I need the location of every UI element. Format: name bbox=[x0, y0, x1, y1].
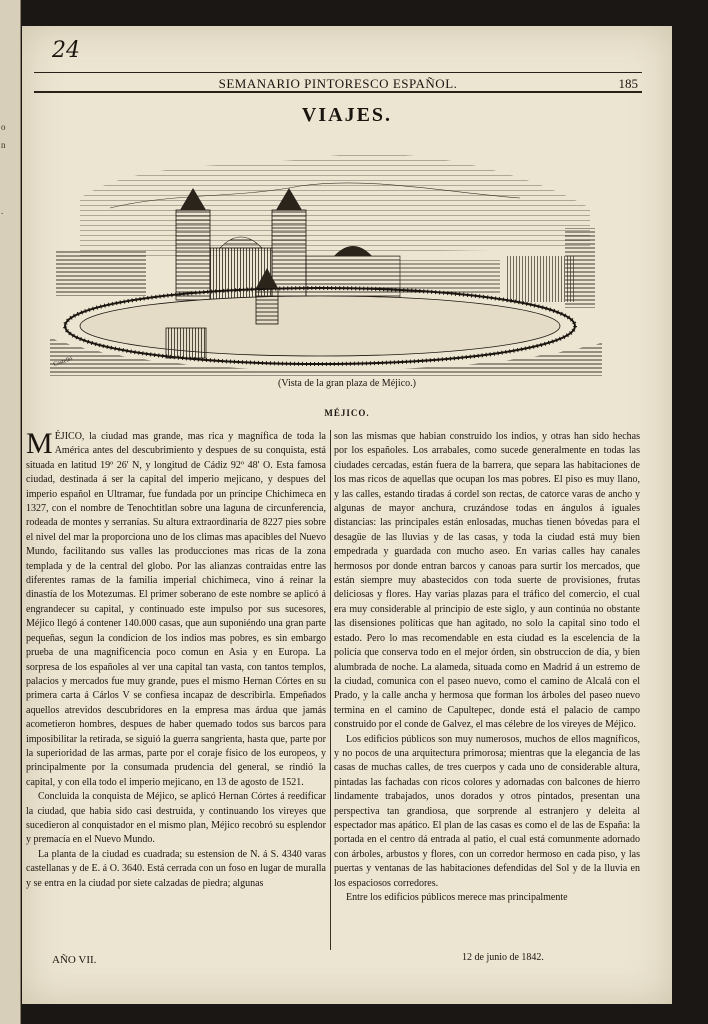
left-column bbox=[26, 427, 326, 891]
section-title: VIAJES. bbox=[301, 104, 393, 126]
column-divider bbox=[330, 430, 331, 950]
plaza-engraving bbox=[50, 138, 602, 376]
right-column bbox=[334, 430, 640, 905]
article-paragraph: Concluida la conquista de Méjico, se aplicó Hernan Córtes á reedificar la ciudad, que habia sido casi destruida, y continuando los vireyes que sucedieron al conquistador en el mismo plan, Méjico recobró su esplendor y premacía en el Nuevo Mundo. bbox=[26, 791, 326, 846]
running-header bbox=[34, 72, 642, 93]
article-paragraph: MÉJICO, la ciudad mas grande, mas rica y magnífica de toda la América antes del descubrimiento y despues de su conquista, está situada en latitud 19º 26' N, y longitud de Cádiz 92º 48' O. Esta famosa ciudad, destinada á ser la capital del imperio mejicano, y despues del imperio español en Ultramar, fue fundada por un príncipe Chichimeca en 1327, con el nombre de Tenochtitlan sobre una laguna de circunferencia, rodeada de montes y serranías. Su altura extraordinaria de 8227 pies sobre el nivel del mar la proporciona uno de los climas mas apacibles del Nuevo Mundo, facilitando sus valles las producciones mas ricas de la zona templada y de la central del globo. Por las alianzas contraidas entre las diferentes ramas de la familia imperial chichimeca, vino á reinar la dinastía de los Motezumas. El primer soberano de este nombre se aplicó á engrandecer su capital, y continuado este impulso por sus sucesores, Méjico llegó á contener 140.000 casas, que aun suponiéndo una gran parte pequeñas, segun la condicion de los indios mas pobres, es sin embargo prueba de una magnificencia poco comun en Asia y en Europa. La sorpresa de los españoles al ver una capital tan vasta, con tantos templos, palacios y mercados fue muy grande, pues el mismo Hernan Córtes en su primera carta á Cárlos V se confiesa incapaz de describirla. Empeñados aquellos atrevidos descubridores en la empresa mas árdua que jamás acometieron hombres, despues de haber quemado todos sus barcos para imposibilitar la retirada, se siguió la guerra sangrienta, hasta que, parte por la superioridad de las armas, parte por el coraje físico de los europeos, y principalmente por la consumada prudencia del general, se rindió la capital, y con ella todo el imperio mejicano, en 13 de agosto de 1521. bbox=[26, 427, 326, 788]
issue-date: 12 de junio de 1842. bbox=[462, 952, 544, 963]
volume-year: AÑO VII. bbox=[52, 954, 97, 966]
figure-caption: (Vista de la gran plaza de Méjico.) bbox=[278, 378, 416, 389]
running-title: SEMANARIO PINTORESCO ESPAÑOL. bbox=[218, 76, 458, 91]
sky bbox=[80, 154, 590, 258]
engraver-signature: Castelló bbox=[52, 356, 74, 368]
article-paragraph: Los edificios públicos son muy numerosos, muchos de ellos magníficos, y no pocos de una arquitectura primorosa; mientras que la elegancia de las casas de muchas calles, de tres cuerpos y cada uno de considerable altura, pintadas las fachadas con ricos colores y adornadas con balcones de hierro lindamente trabajados, unos dorados y otros pintados, presentan una perspectiva tan grandiosa, que sorprende al estranjero y deleita al espectador mas apático. El plan de las casas es como el de las de España: la portada en el centro dá entrada al patio, el cual está comunmente adornado con árboles, arbustos y flores, con un corredor hermoso en cada piso, y las puertas y ventanas de las habitaciones defendidas del Sol y de la lluvia en los espaciosos corredores. bbox=[334, 733, 640, 889]
foreground-gate bbox=[166, 328, 206, 358]
previous-page-edge bbox=[0, 0, 21, 1024]
article-paragraph: Entre los edificios públicos merece mas principalmente bbox=[346, 892, 568, 903]
article-paragraph: son las mismas que habian construido los indios, y otras han sido hechas por los españoles. Los arrabales, como sucede generalmente en todas las ciudades cercadas, están fuera de la barrera, que separa las habitaciones de los mas ricos de aquellas que ocupan los mas pobres. El piso es muy llano, y las calles, estando tiradas á cordel son rectas, de catorce varas de ancho y algunas de mayor anchura, cruzándose todas en ángulos á iguales distancias: las principales están enlosadas, muchas tienen bóvedas para el desagüe de las lluvias y de las casas, y toda la ciudad está muy bien empedrada y guardada con mucho aseo. En varias calles hay canales hermosos por donde entran barcos y canoas para surtir los mercados, que están siempre muy abastecidos con toda suerte de provisiones, frutas deliciosas y flores. Hay varias plazas para el tráfico del comercio, el cual era muy considerable al principio de este siglo, y aun continúa no obstante las disensiones políticas que han agitado, no solo la capital sino todo el estado. Pero lo mas recomendable en esta ciudad es la escelencia de la policía que conserva todo en el mejor órden, sin obstruccion de dia, y bien alumbrada de noche. La alameda, situada como en Madrid á un estremo de la ciudad, comunica con el paseo nuevo, como el camino de Alcalá con el Prado, y la calle ancha y hermosa que forman los árboles del paseo nuevo termina en el camino de Capultepec, donde está el palacio de campo construido por el conde de Galvez, el mas célebre de los vireyes de Méjico. bbox=[334, 431, 640, 731]
page-number: 185 bbox=[618, 76, 638, 91]
article-title: MÉJICO. bbox=[324, 408, 370, 418]
article-paragraph: La planta de la ciudad es cuadrada; su estension de N. á S. 4340 varas castellanas y de E. á O. 3640. Está cerrada con un foso en lugar de muralla y se entra en la ciudad por siete calzadas de piedra; algunas bbox=[26, 848, 326, 889]
prev-edge-letter: o bbox=[1, 122, 6, 132]
plaza-balustrade bbox=[65, 288, 575, 364]
prev-edge-letter: n bbox=[1, 140, 6, 150]
handwritten-page-number: 24 bbox=[52, 38, 80, 63]
prev-edge-letter: . bbox=[1, 206, 4, 216]
magazine-page bbox=[22, 26, 672, 1004]
drop-cap: M bbox=[26, 427, 53, 460]
